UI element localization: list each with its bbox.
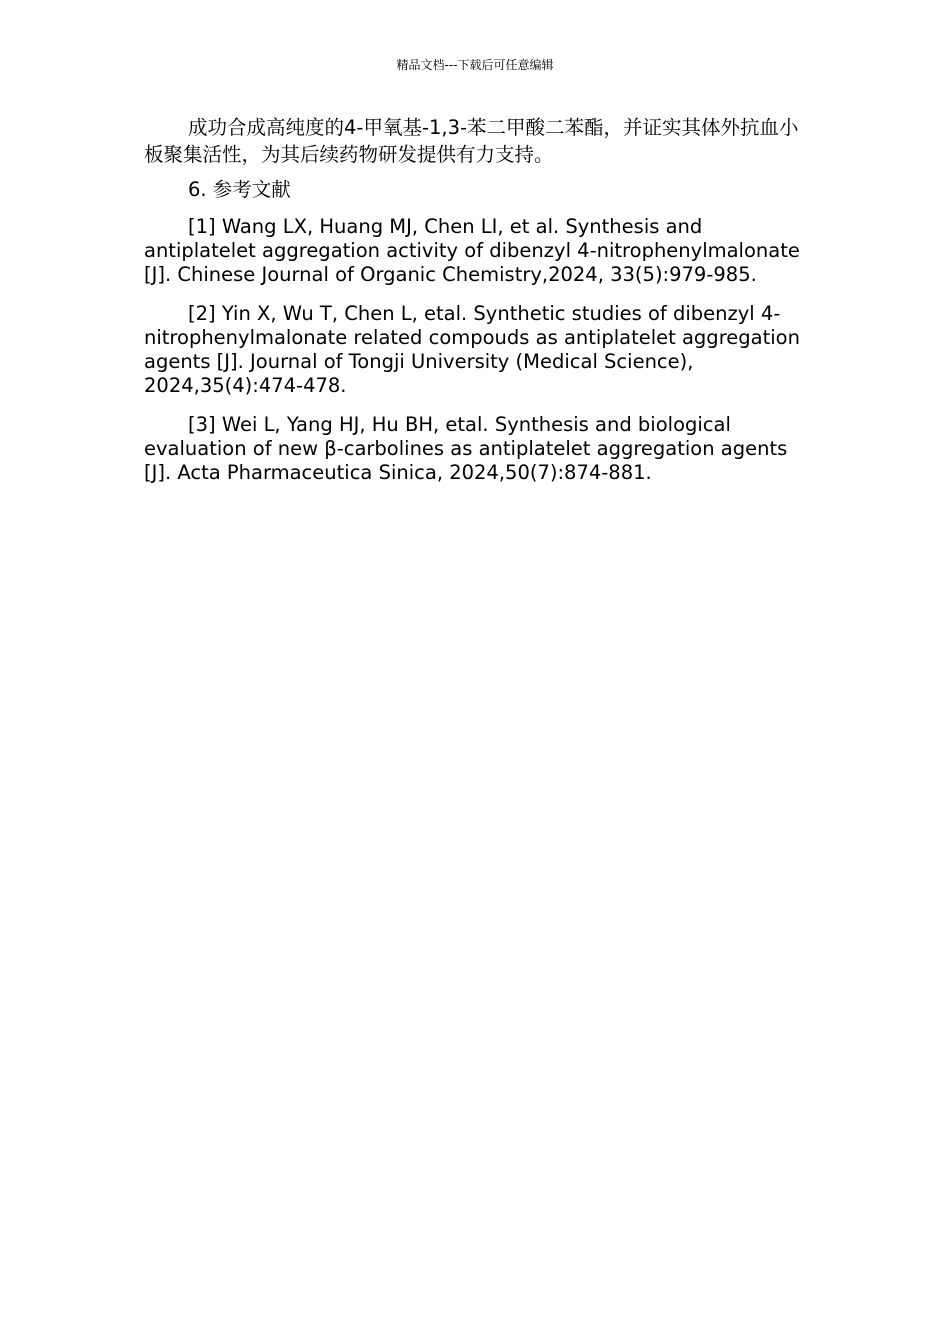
section-heading-references: 6. 参考文献 bbox=[188, 178, 291, 201]
reference-item-1: [1] Wang LX, Huang MJ, Chen LI, et al. Synthesis and antiplatelet aggregation activity of dibenzyl 4-nitrophenylmalonate [J]. Chinese Journal of Organic Chemistry,2024, 33(5):979-985. bbox=[144, 215, 800, 286]
document-body bbox=[144, 114, 806, 500]
reference-item-3: [3] Wei L, Yang HJ, Hu BH, etal. Synthesis and biological evaluation of new β-carbolines as antiplatelet aggregation agents [J]. Acta Pharmaceutica Sinica, 2024,50(7):874-881. bbox=[144, 413, 788, 484]
reference-item-2: [2] Yin X, Wu T, Chen L, etal. Synthetic studies of dibenzyl 4-nitrophenylmalonate related compouds as antiplatelet aggregation agents [J]. Journal of Tongji University (Medical Science), 2024,35(4):474-478. bbox=[144, 302, 800, 397]
page-header: 精品文档---下载后可任意编辑 bbox=[396, 58, 554, 72]
intro-paragraph: 成功合成高纯度的4-甲氧基-1,3-苯二甲酸二苯酯，并证实其体外抗血小板聚集活性，为其后续药物研发提供有力支持。 bbox=[144, 116, 799, 166]
